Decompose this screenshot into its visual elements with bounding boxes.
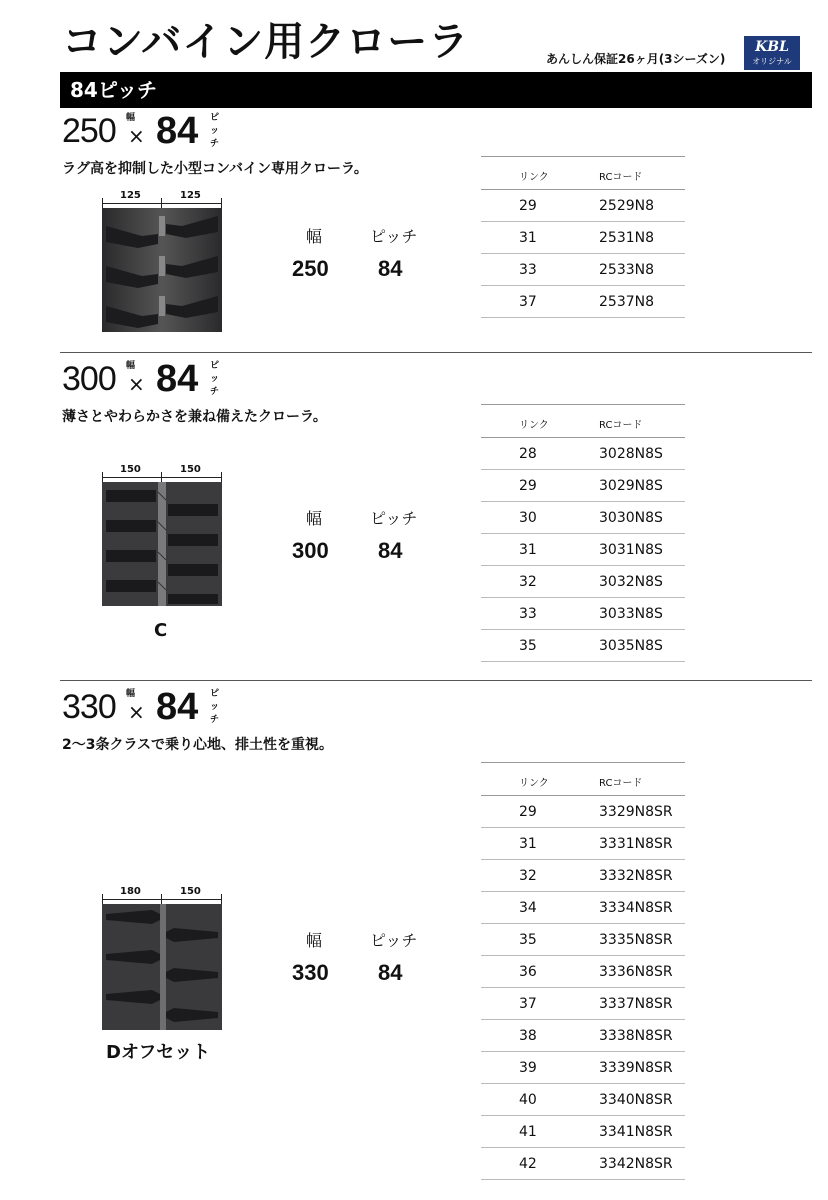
col-link: リンク bbox=[519, 420, 549, 431]
heading-times: × bbox=[128, 372, 145, 396]
pattern-caption: C bbox=[154, 620, 168, 641]
pattern-caption: Dオフセット bbox=[106, 1042, 211, 1063]
link-cell: 37 bbox=[519, 294, 537, 310]
product-section-250 bbox=[0, 110, 828, 350]
heading-pitch: 84 bbox=[156, 110, 199, 152]
table-row bbox=[481, 534, 685, 566]
link-cell: 30 bbox=[519, 510, 537, 526]
code-cell: 3339N8SR bbox=[599, 1060, 673, 1076]
heading-pitch: 84 bbox=[156, 358, 199, 400]
table-row bbox=[481, 988, 685, 1020]
link-cell: 39 bbox=[519, 1060, 537, 1076]
code-cell: 3341N8SR bbox=[599, 1124, 673, 1140]
heading-times: × bbox=[128, 124, 145, 148]
heading-width-label: 幅 bbox=[126, 361, 136, 371]
dim-left: 125 bbox=[120, 190, 141, 201]
code-cell: 2533N8 bbox=[599, 262, 655, 278]
link-cell: 33 bbox=[519, 262, 537, 278]
guarantee-text: あんしん保証26ヶ月(3シーズン) bbox=[546, 52, 726, 66]
code-cell: 2529N8 bbox=[599, 198, 655, 214]
link-cell: 32 bbox=[519, 868, 537, 884]
table-row bbox=[481, 956, 685, 988]
table-header bbox=[481, 404, 685, 438]
description: 薄さとやわらかさを兼ね備えたクローラ。 bbox=[62, 409, 327, 425]
link-cell: 28 bbox=[519, 446, 537, 462]
heading-width: 250 bbox=[62, 112, 116, 150]
width-value: 330 bbox=[292, 960, 329, 985]
table-header bbox=[481, 156, 685, 190]
code-cell: 3340N8SR bbox=[599, 1092, 673, 1108]
track-tread-image bbox=[102, 208, 222, 332]
table-row bbox=[481, 860, 685, 892]
code-cell: 3032N8S bbox=[599, 574, 663, 590]
link-cell: 31 bbox=[519, 542, 537, 558]
col-rc: RCコード bbox=[599, 778, 643, 789]
code-cell: 3028N8S bbox=[599, 446, 663, 462]
logo-main: KBL bbox=[755, 39, 789, 55]
heading-width-label: 幅 bbox=[126, 113, 136, 123]
table-row bbox=[481, 254, 685, 286]
track-tread-image bbox=[102, 482, 222, 606]
heading-pitch-label: ピッチ bbox=[210, 689, 221, 725]
code-cell: 3031N8S bbox=[599, 542, 663, 558]
table-row bbox=[481, 190, 685, 222]
link-cell: 34 bbox=[519, 900, 537, 916]
rc-code-table bbox=[481, 404, 685, 662]
link-cell: 40 bbox=[519, 1092, 537, 1108]
table-row bbox=[481, 1084, 685, 1116]
pitch-value: 84 bbox=[378, 256, 403, 281]
dimension-label bbox=[100, 464, 224, 480]
link-cell: 38 bbox=[519, 1028, 537, 1044]
link-cell: 29 bbox=[519, 478, 537, 494]
heading-times: × bbox=[128, 700, 145, 724]
kbl-logo bbox=[744, 36, 800, 70]
link-cell: 35 bbox=[519, 638, 537, 654]
dim-left: 150 bbox=[120, 464, 141, 475]
rc-code-table bbox=[481, 762, 685, 1180]
col-rc: RCコード bbox=[599, 172, 643, 183]
code-cell: 3332N8SR bbox=[599, 868, 673, 884]
table-row bbox=[481, 286, 685, 318]
heading-width-label: 幅 bbox=[126, 689, 136, 699]
link-cell: 36 bbox=[519, 964, 537, 980]
page-title: コンバイン用クローラ bbox=[62, 19, 470, 65]
link-cell: 42 bbox=[519, 1156, 537, 1172]
section-divider bbox=[60, 680, 812, 681]
code-cell: 3035N8S bbox=[599, 638, 663, 654]
code-cell: 3336N8SR bbox=[599, 964, 673, 980]
link-cell: 37 bbox=[519, 996, 537, 1012]
width-label: 幅 bbox=[306, 509, 323, 528]
table-row bbox=[481, 1052, 685, 1084]
table-row bbox=[481, 598, 685, 630]
dim-right: 125 bbox=[180, 190, 201, 201]
code-cell: 3337N8SR bbox=[599, 996, 673, 1012]
link-cell: 31 bbox=[519, 230, 537, 246]
category-bar: 84ピッチ bbox=[60, 72, 812, 108]
table-row bbox=[481, 502, 685, 534]
col-link: リンク bbox=[519, 172, 549, 183]
table-row bbox=[481, 566, 685, 598]
heading-width: 330 bbox=[62, 688, 116, 726]
width-value: 300 bbox=[292, 538, 329, 563]
code-cell: 3329N8SR bbox=[599, 804, 673, 820]
link-cell: 35 bbox=[519, 932, 537, 948]
dimension-label bbox=[100, 886, 224, 902]
link-cell: 29 bbox=[519, 804, 537, 820]
code-cell: 3030N8S bbox=[599, 510, 663, 526]
code-cell: 3033N8S bbox=[599, 606, 663, 622]
heading-pitch: 84 bbox=[156, 686, 199, 728]
table-row bbox=[481, 438, 685, 470]
col-rc: RCコード bbox=[599, 420, 643, 431]
dimension-label bbox=[100, 190, 224, 206]
link-cell: 29 bbox=[519, 198, 537, 214]
code-cell: 3338N8SR bbox=[599, 1028, 673, 1044]
heading-pitch-label: ピッチ bbox=[210, 361, 221, 397]
dim-right: 150 bbox=[180, 886, 201, 897]
pitch-value: 84 bbox=[378, 960, 403, 985]
rc-code-table bbox=[481, 156, 685, 318]
link-cell: 31 bbox=[519, 836, 537, 852]
link-cell: 32 bbox=[519, 574, 537, 590]
description: ラグ高を抑制した小型コンバイン専用クローラ。 bbox=[62, 161, 368, 177]
heading-pitch-label: ピッチ bbox=[210, 113, 221, 149]
table-row bbox=[481, 470, 685, 502]
code-cell: 3335N8SR bbox=[599, 932, 673, 948]
code-cell: 2537N8 bbox=[599, 294, 655, 310]
logo-sub: オリジナル bbox=[752, 57, 792, 66]
table-row bbox=[481, 630, 685, 662]
section-divider bbox=[60, 352, 812, 353]
table-row bbox=[481, 1020, 685, 1052]
dim-left: 180 bbox=[120, 886, 141, 897]
table-row bbox=[481, 1116, 685, 1148]
pitch-label: ピッチ bbox=[370, 509, 418, 528]
description: 2～3条クラスで乗り心地、排土性を重視。 bbox=[62, 737, 334, 753]
table-row bbox=[481, 828, 685, 860]
table-row bbox=[481, 892, 685, 924]
table-row bbox=[481, 1148, 685, 1180]
width-value: 250 bbox=[292, 256, 329, 281]
pitch-value: 84 bbox=[378, 538, 403, 563]
link-cell: 41 bbox=[519, 1124, 537, 1140]
table-row bbox=[481, 222, 685, 254]
dim-right: 150 bbox=[180, 464, 201, 475]
table-row bbox=[481, 924, 685, 956]
code-cell: 3331N8SR bbox=[599, 836, 673, 852]
link-cell: 33 bbox=[519, 606, 537, 622]
table-row bbox=[481, 796, 685, 828]
track-tread-image bbox=[102, 904, 222, 1030]
table-header bbox=[481, 762, 685, 796]
product-section-300 bbox=[0, 358, 828, 678]
code-cell: 2531N8 bbox=[599, 230, 655, 246]
code-cell: 3029N8S bbox=[599, 478, 663, 494]
pitch-label: ピッチ bbox=[370, 931, 418, 950]
heading-width: 300 bbox=[62, 360, 116, 398]
code-cell: 3342N8SR bbox=[599, 1156, 673, 1172]
pitch-label: ピッチ bbox=[370, 227, 418, 246]
col-link: リンク bbox=[519, 778, 549, 789]
width-label: 幅 bbox=[306, 931, 323, 950]
width-label: 幅 bbox=[306, 227, 323, 246]
code-cell: 3334N8SR bbox=[599, 900, 673, 916]
product-section-330 bbox=[0, 686, 828, 1196]
